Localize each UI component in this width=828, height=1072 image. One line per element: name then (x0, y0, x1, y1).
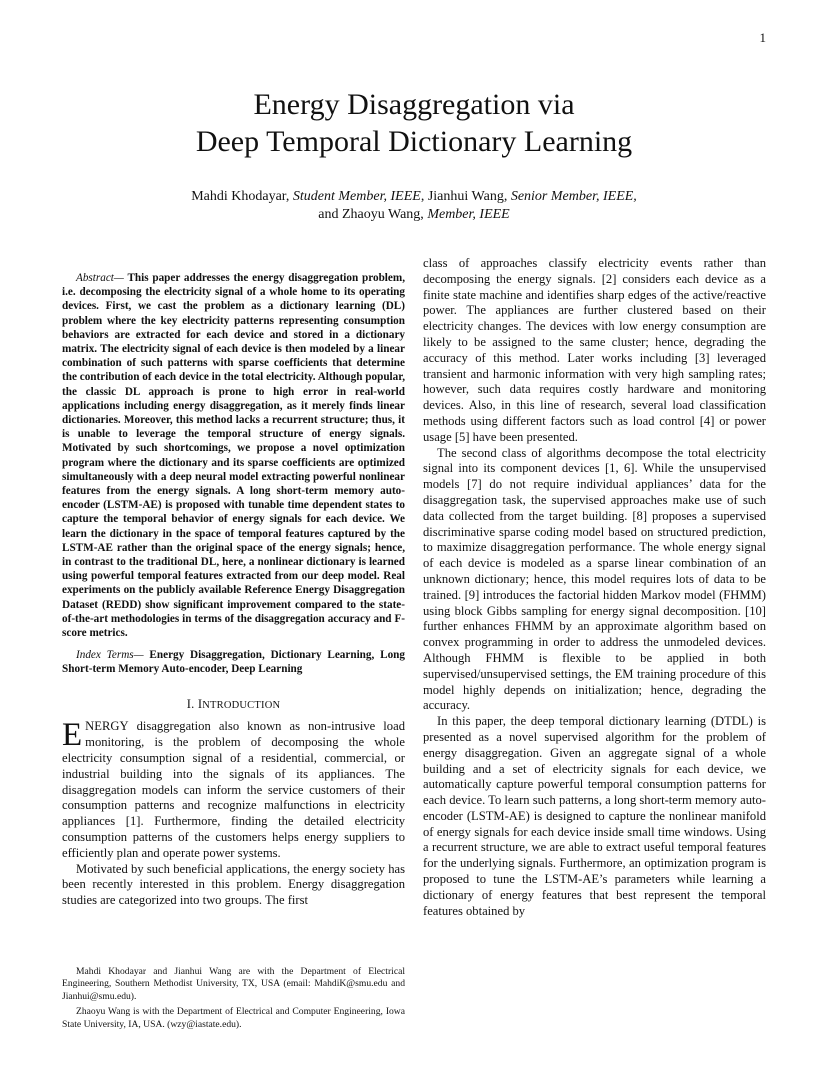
title-line-1: Energy Disaggregation via (253, 88, 575, 121)
author-list: Mahdi Khodayar, Student Member, IEEE, Jianhui Wang, Senior Member, IEEE, and Zhaoyu Wang, Member, IEEE (191, 189, 637, 222)
index-terms-text: Energy Disaggregation, Dictionary Learning, Long Short-term Memory Auto-encoder, Deep Learning (62, 649, 405, 676)
author-2-role: Senior Member, IEEE, (510, 189, 637, 204)
section-first-letter: I (197, 696, 203, 711)
right-paragraph-2: The second class of algorithms decompose the total electricity signal into its component devices [1, 6]. While the unsupervised models [7] do not require individual appliances’ data for the disaggregation task, the supervised approaches make use of such data collected from the target building. [8] proposes a supervised discriminative sparse coding model based on structured prediction, to maximize disaggregation performance. The whole energy signal of each device is modeled as a sparse linear combination of an unknown dictionary; hence, this model requires lots of data to be trained. [9] introduces the factorial hidden Markov model (FHMM) using block Gibbs sampling for energy signal decomposition. [10] further enhances FHMM by an approximate algorithm based on convex programming in order to address the unmodeled devices. Although FHMM is flexible to be applied in both supervised/unsupervised settings, the EM training procedure of this model highly depends on initialization; hence, degrading the accuracy. (423, 445, 766, 713)
section-numeral: I. (186, 696, 195, 711)
right-column (423, 256, 766, 919)
page-number: 1 (759, 30, 766, 45)
drop-cap: E (62, 717, 83, 754)
author-1-role: Student Member, IEEE (292, 189, 421, 204)
section-heading-introduction (62, 697, 405, 714)
footnotes (62, 966, 405, 1034)
section-title-rest: NTRODUCTION (202, 699, 281, 711)
right-paragraph-3: In this paper, the deep temporal dictionary learning (DTDL) is presented as a novel supervised algorithm for the problem of energy disaggregation. Given an aggregate signal of a whole building and a set of electricity signals for each device, we automatically capture powerful temporal consumption patterns for each device. To learn such patterns, a long short-term memory auto-encoder (LSTM-AE) is designed to capture the nonlinear manifold of energy signals for each device inside small time windows. Using a recurrent structure, we are able to extract useful temporal features for the underlying signals. Furthermore, an optimization program is proposed to tune the LSTM-AE’s parameters while learning a dictionary of energy features that best represent the temporal features obtained by (423, 714, 766, 918)
author-2-name: Jianhui Wang, (427, 189, 508, 204)
abstract-text: This paper addresses the energy disaggregation problem, i.e. decomposing the electricity signal of a whole home to its operating devices. First, we cast the problem as a dictionary learning (DL) problem where the key electricity patterns representing consumption behaviors are extracted for each device and stored in a dictionary matrix. The electricity signal of each device is then modeled by a linear combination of such patterns with sparse coefficients that determine the contribution of each device in the total electricity. Although popular, the classic DL approach is prone to high error in real-world applications including energy disaggregation, as it merely finds linear dictionaries. Moreover, this method lacks a recurrent structure; thus, it is unable to leverage the temporal structure of energy signals. Motivated by such shortcomings, we propose a novel optimization program where the dictionary and its sparse coefficients are optimized simultaneously with a deep neural model extracting powerful nonlinear features from the energy signals. A long short-term memory auto-encoder (LSTM-AE) is proposed with tunable time dependent states to capture the temporal behavior of energy signals for each device. We learn the dictionary in the space of temporal features captured by the LSTM-AE rather than the original space of the energy signals; hence, in contrast to the traditional DL, here, a nonlinear dictionary is learned using powerful temporal features extracted from our deep model. Real experiments on the publicly available Reference Energy Disaggregation Dataset (REDD) show significant improvement compared to the state-of-the-art methodologies in terms of the disaggregation accuracy and F-score metrics. (62, 272, 405, 640)
intro-paragraph-2: Motivated by such beneficial applications, the energy society has been recently interested in this problem. Energy disaggregation studies are categorized into two groups. The first (62, 861, 405, 908)
footnote-2: Zhaoyu Wang is with the Department of Electrical and Computer Engineering, Iowa State University, IA, USA. (wzy@iastate.edu). (62, 1006, 405, 1030)
author-1-name: Mahdi Khodayar, (191, 189, 290, 204)
intro-p1-text: disaggregation also known as non-intrusive load monitoring, is the problem of decomposing the whole electricity consumption signal of a residential, commercial, or industrial building into the signals of its appliances. The disaggregation models can inform the service customers of their consumption patterns and recognize malfunctions in electricity appliances [1]. Furthermore, finding the detailed electricity consumption patterns of the customers helps energy suppliers to efficiently plan and operate power systems. (62, 719, 405, 860)
index-terms (62, 648, 405, 676)
right-paragraph-1: class of approaches classify electricity events rather than decomposing the energy signals. [2] considers each device as a finite state machine and identifies sharp edges of the active/reactive power. The appliances are further clustered based on their electricity changes. The devices with low energy consumption are likely to be assigned to the same cluster; hence, degrading the accuracy of this method. Later works including [3] leveraged transient and harmonic information with very high sampling rates; however, such data requires costly hardware and monitoring devices. Also, in this line of research, several load classification methods using different factors such as load control [4] or power usage [5] have been presented. (423, 256, 766, 444)
footnote-1: Mahdi Khodayar and Jianhui Wang are with the Department of Electrical Engineering, Southern Methodist University, TX, USA (email: MahdiK@smu.edu and Jianhui@smu.edu). (62, 966, 405, 1002)
paper-title (0, 86, 828, 160)
abstract-label: Abstract— (76, 272, 124, 284)
title-line-2: Deep Temporal Dictionary Learning (195, 125, 633, 158)
index-terms-label: Index Terms— (76, 649, 144, 662)
author-3-role: Member, IEEE (427, 207, 510, 222)
abstract (62, 271, 405, 640)
author-3-name: and Zhaoyu Wang, (318, 207, 424, 222)
left-column (62, 271, 405, 909)
intro-paragraph-1 (62, 719, 405, 861)
intro-smallcaps: NERGY (85, 719, 129, 734)
